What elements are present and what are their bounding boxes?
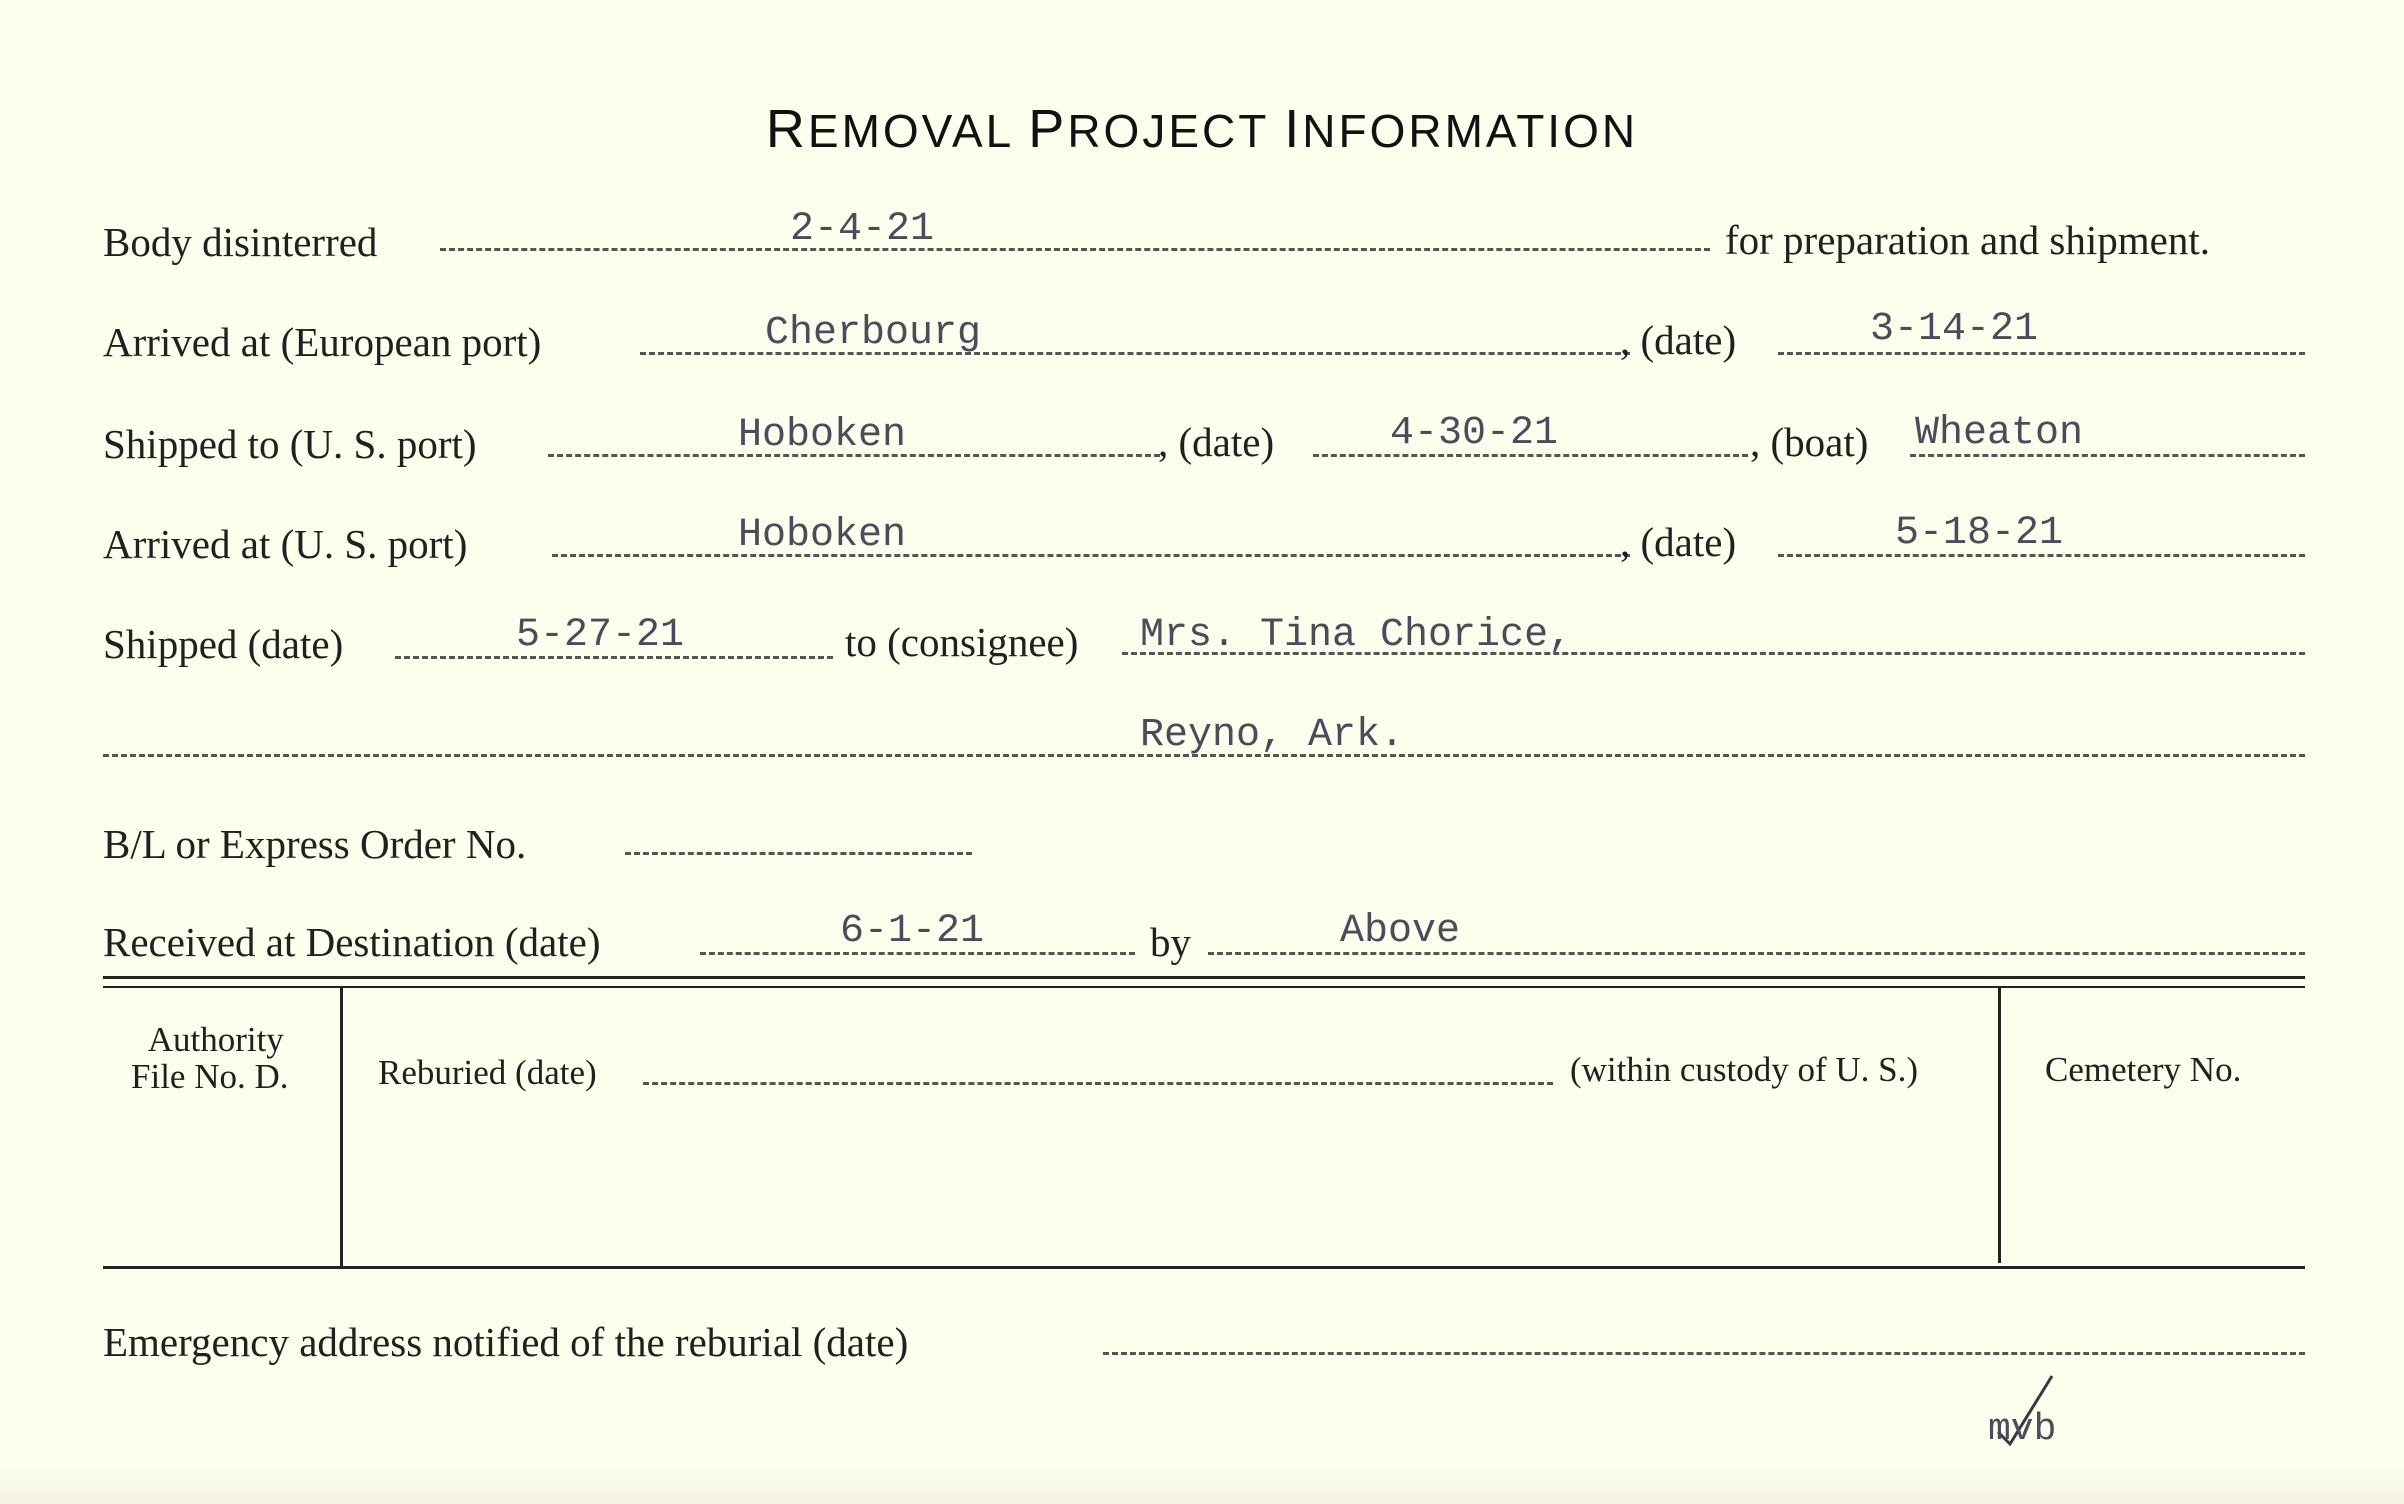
bl-order-line <box>625 852 972 855</box>
arrived-european-date-value: 3-14-21 <box>1870 307 2039 352</box>
arrived-european-date-line <box>1778 352 2305 355</box>
authority-line-1: Authority <box>147 1020 284 1059</box>
box-divider-left <box>340 988 343 1268</box>
box-top-rule <box>103 976 2305 979</box>
arrived-european-date-label: , (date) <box>1620 317 1737 363</box>
title-letter: R <box>765 99 808 159</box>
body-disinterred-value: 2-4-21 <box>790 207 935 252</box>
title-letter: P <box>1028 99 1068 159</box>
authority-file-label <box>131 1020 289 1096</box>
shipped-us-boat-value: Wheaton <box>1915 411 2084 456</box>
shipped-us-date-value: 4-30-21 <box>1390 411 1559 456</box>
box-top-rule-inner <box>103 986 2305 988</box>
reburied-label: Reburied (date) <box>378 1053 597 1092</box>
emergency-label: Emergency address notified of the reburial (date) <box>103 1319 909 1365</box>
title-word: NFORMATION <box>1302 105 1639 157</box>
title-letter: I <box>1284 99 1303 159</box>
consignee-label: to (consignee) <box>845 619 1079 665</box>
reburied-line <box>643 1082 1553 1085</box>
card-bottom-edge <box>0 1468 2404 1504</box>
consignee-value: Mrs. Tina Chorice, <box>1140 613 1573 658</box>
received-date-label: Received at Destination (date) <box>103 919 601 965</box>
shipped-us-boat-label: , (boat) <box>1750 419 1869 465</box>
arrived-us-date-value: 5-18-21 <box>1895 511 2064 556</box>
box-bottom-rule <box>103 1266 2305 1269</box>
arrived-us-label: Arrived at (U. S. port) <box>103 521 468 567</box>
shipped-date-label: Shipped (date) <box>103 621 344 667</box>
body-disinterred-label: Body disinterred <box>103 219 378 265</box>
card-title <box>0 98 2404 160</box>
custody-label: (within custody of U. S.) <box>1570 1050 1919 1089</box>
emergency-line <box>1103 1352 2305 1355</box>
title-word: ROJECT <box>1067 105 1285 157</box>
cemetery-label: Cemetery No. <box>2045 1050 2242 1089</box>
arrived-us-port-value: Hoboken <box>738 513 907 558</box>
consignee-address-value: Reyno, Ark. <box>1140 713 1405 758</box>
received-by-label: by <box>1150 919 1191 965</box>
arrived-us-port-line <box>552 554 1630 557</box>
authority-line-2: File No. D. <box>131 1056 289 1096</box>
shipped-us-label: Shipped to (U. S. port) <box>103 421 477 467</box>
arrived-european-label: Arrived at (European port) <box>103 319 542 365</box>
body-disinterred-line <box>440 248 1710 251</box>
arrived-us-date-label: , (date) <box>1620 519 1737 565</box>
shipped-us-date-label: , (date) <box>1158 419 1275 465</box>
bl-order-label: B/L or Express Order No. <box>103 821 527 867</box>
box-divider-right <box>1998 988 2001 1263</box>
arrived-european-port-value: Cherbourg <box>765 311 982 356</box>
title-word: EMOVAL <box>807 105 1029 157</box>
received-date-value: 6-1-21 <box>840 909 985 954</box>
body-disinterred-suffix: for preparation and shipment. <box>1725 217 2211 263</box>
shipped-date-value: 5-27-21 <box>516 613 685 658</box>
clerk-initials: mvb <box>1988 1408 2057 1451</box>
shipped-us-port-value: Hoboken <box>738 413 907 458</box>
received-by-value: Above <box>1340 909 1461 954</box>
